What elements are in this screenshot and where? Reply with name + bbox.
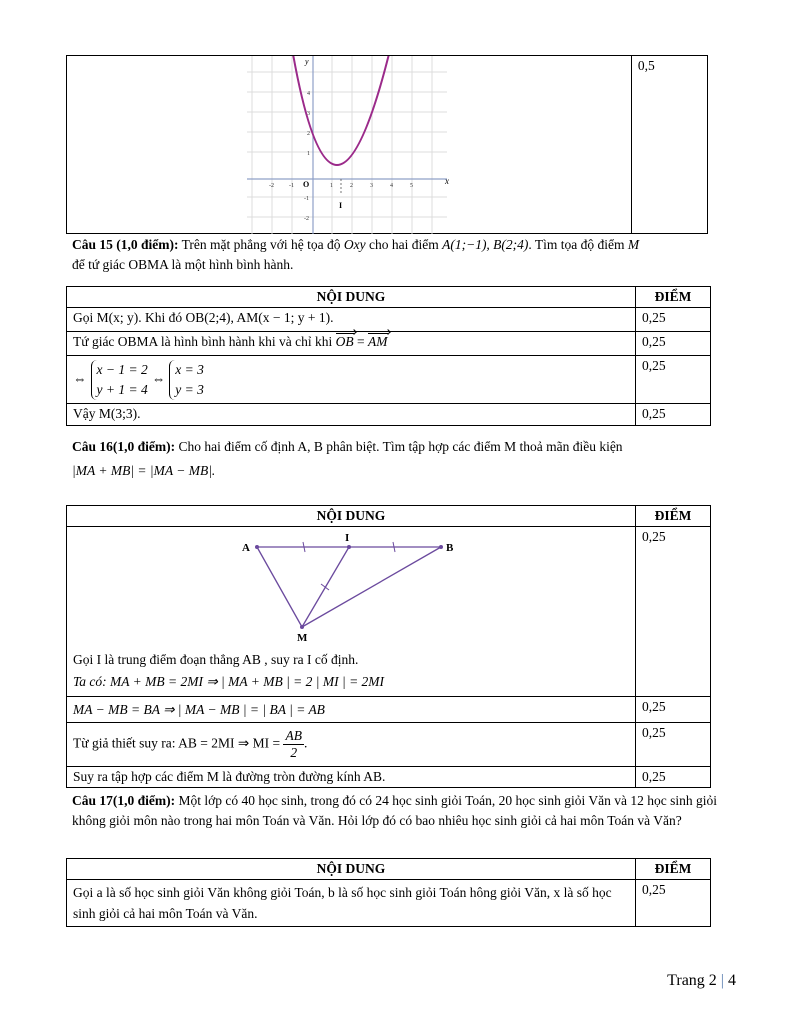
y-tick: 1 [307,151,310,157]
label-m: M [297,632,308,644]
question-17-text: Một lớp có 40 học sinh, trong đó có 24 học sinh giỏi Toán, 20 học sinh giỏi Văn và 12 học sinh giỏi không giỏi môn nào trong hai môn Toán và Văn. Hỏi lớp đó có bao nhiêu học sinh giỏi cả hai môn Toán và Văn? [72,793,718,828]
equation: x − 1 = 2 [96,361,148,377]
row-score: 0,25 [636,404,711,426]
x-tick: -2 [269,183,274,189]
page-prefix: Trang 2 [667,972,717,989]
x-tick: 3 [370,183,373,189]
equation: y + 1 = 4 [96,381,148,397]
question-15-text: cho hai điểm [365,237,443,252]
row-text: Tứ giác OBMA là hình bình hành khi và chỉ khi [73,334,336,349]
y-tick: 4 [307,91,310,97]
header-content: NỘI DUNG [67,859,636,880]
y-tick: 2 [307,131,310,137]
vector-am: AM [368,334,388,349]
question-16-label: Câu 16(1,0 điểm): [72,439,176,454]
question-15-text: . Tìm tọa độ điểm [528,237,628,252]
header-content: NỘI DUNG [67,506,636,527]
row-content [67,356,636,404]
label-i: I [345,532,350,544]
row-text: = [353,334,369,349]
question-15-line2: để tứ giác OBMA là một hình bình hành. [72,257,294,272]
top-table [66,55,708,234]
y-tick: -2 [304,216,309,222]
origin-label: O [303,180,310,189]
header-score: ĐIỂM [636,506,711,527]
row-text: . [303,735,308,751]
row-content [67,527,636,697]
point-m: M [627,237,640,252]
row-line: Gọi I là trung điểm đoạn thẳng AB , suy ra I cố định. [73,652,359,667]
table-17 [66,858,711,927]
axis-x-label: x [445,176,449,186]
row-content: Suy ra tập hợp các điểm M là đường tròn đường kính AB. [67,767,636,788]
fraction-numerator: AB [285,728,302,743]
row-score: 0,25 [636,697,711,723]
row-score: 0,25 [636,332,711,356]
iff-symbol: ⇔ [73,370,87,386]
header-content: NỘI DUNG [67,287,636,308]
vertex-label: I [339,201,343,210]
question-15-text: Trên mặt phẳng với hệ tọa độ [178,237,344,252]
segment-mb [302,547,441,627]
row-score: 0,25 [636,767,711,788]
point-i [347,545,351,549]
y-tick: 3 [307,111,310,117]
question-17 [72,791,734,831]
equation-system-1 [91,360,148,400]
question-15-label: Câu 15 (1,0 điểm): [72,237,179,252]
x-tick: 2 [350,183,353,189]
row-content: MA − MB = BA ⇒ | MA − MB | = | BA | = AB [67,697,636,723]
table-15 [66,286,711,426]
triangle-figure [67,527,623,647]
fraction-denominator: 2 [290,745,298,760]
row-score: 0,25 [636,356,711,404]
x-tick: 1 [330,183,333,189]
row-text: Từ giả thiết suy ra: AB = 2MI ⇒ MI = [73,735,284,751]
question-16 [72,437,740,485]
label-a: A [242,542,250,554]
row-content: Gọi a là số học sinh giỏi Văn không giỏi Toán, b là số học sinh giỏi Toán hông giỏi Văn, x là số học sinh giỏi cả hai môn Toán và Văn. [67,880,636,927]
point-b [439,545,443,549]
row-score: 0,25 [636,723,711,767]
x-tick: 5 [410,183,413,189]
row-content: Gọi M(x; y). Khi đó OB(2;4), AM(x − 1; y + 1). [67,308,636,332]
label-b: B [446,542,454,554]
graph-cell [67,56,632,234]
row-content [67,332,636,356]
equation: x = 3 [175,361,204,377]
row-score: 0,25 [636,880,711,927]
question-16-text: Cho hai điểm cố định A, B phân biệt. Tìm tập hợp các điểm M thoả mãn điều kiện [175,439,623,454]
y-tick: -1 [304,196,309,202]
page-footer [667,972,736,990]
x-tick: -1 [289,183,294,189]
vector-ob: OB [335,334,354,349]
question-17-label: Câu 17(1,0 điểm): [72,793,176,808]
segment-am [257,547,302,627]
point-a [255,545,259,549]
header-score: ĐIỂM [636,287,711,308]
row-content: Vậy M(3;3). [67,404,636,426]
table-16 [66,505,711,788]
row-score: 0,25 [636,308,711,332]
point-m [300,625,304,629]
row-line: Ta có: MA + MB = 2MI ⇒ | MA + MB | = 2 | MI | = 2MI [73,674,385,689]
parabola-graph [67,56,623,234]
axis-y-label: y [305,57,309,66]
oxy-label: Oxy [343,237,366,252]
fraction [283,728,304,761]
score-cell: 0,5 [631,56,707,234]
page-separator: | [716,972,728,989]
graph-grid [247,56,447,234]
row-content [67,723,636,767]
equation: y = 3 [175,381,204,397]
points: A(1;−1), B(2;4) [442,237,529,252]
question-15 [72,235,740,275]
page-total: 4 [728,972,736,989]
x-tick: 4 [390,183,393,189]
equation-system-2 [169,360,204,400]
row-score: 0,25 [636,527,711,697]
header-score: ĐIỂM [636,859,711,880]
iff-symbol: ⇔ [151,370,166,386]
question-16-condition: |MA + MB| = |MA − MB|. [72,463,216,478]
